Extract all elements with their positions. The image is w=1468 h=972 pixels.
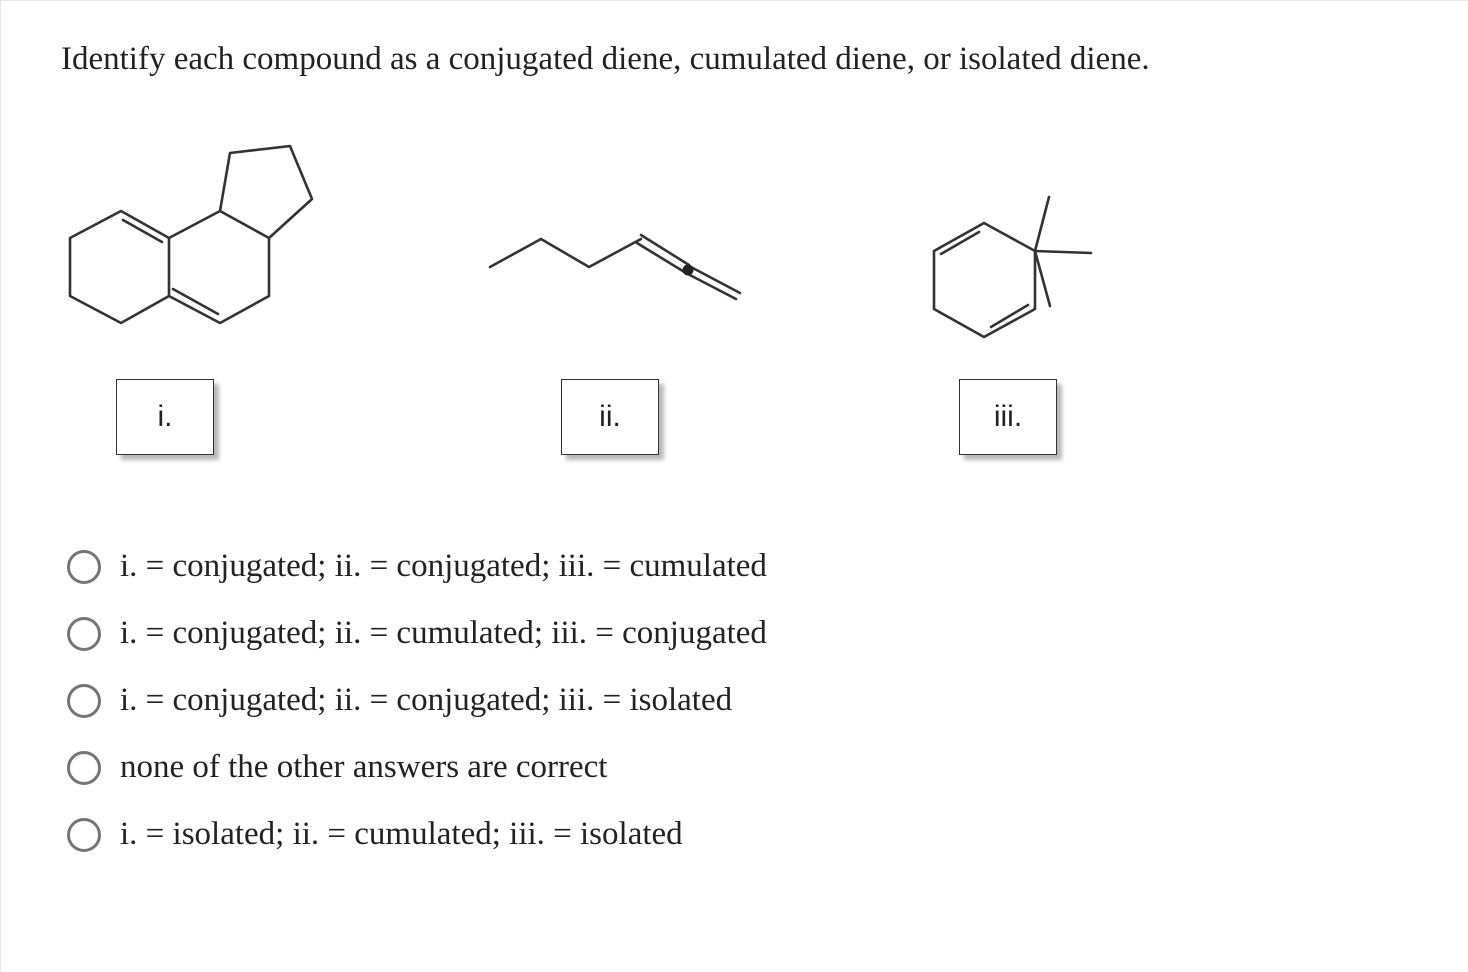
compound-iii-structure xyxy=(934,197,1091,337)
compound-i-structure xyxy=(70,146,312,323)
radio-button[interactable] xyxy=(67,818,101,852)
answer-option[interactable] xyxy=(67,734,767,801)
structure-drawings xyxy=(1,1,1468,481)
answer-option-label: i. = conjugated; ii. = cumulated; iii. = conjugated xyxy=(120,615,767,651)
answer-option-label: none of the other answers are correct xyxy=(120,749,608,785)
radio-button[interactable] xyxy=(67,684,101,718)
compound-label-i: i. xyxy=(116,379,214,455)
answer-options xyxy=(67,533,767,868)
compound-structures xyxy=(1,1,1468,481)
compound-label-ii: ii. xyxy=(561,379,659,455)
answer-option-label: i. = conjugated; ii. = conjugated; iii. = isolated xyxy=(120,682,733,718)
answer-option[interactable] xyxy=(67,667,767,734)
answer-option[interactable] xyxy=(67,801,767,868)
radio-button[interactable] xyxy=(67,617,101,651)
answer-option[interactable] xyxy=(67,533,767,600)
question-text: Identify each compound as a conjugated diene, cumulated diene, or isolated diene. xyxy=(61,41,1150,77)
radio-button[interactable] xyxy=(67,550,101,584)
radio-button[interactable] xyxy=(67,751,101,785)
answer-option[interactable] xyxy=(67,600,767,667)
compound-ii-structure xyxy=(490,235,740,299)
answer-option-label: i. = conjugated; ii. = conjugated; iii. = cumulated xyxy=(120,548,767,584)
compound-label-iii: iii. xyxy=(959,379,1057,455)
answer-option-label: i. = isolated; ii. = cumulated; iii. = isolated xyxy=(120,816,683,852)
